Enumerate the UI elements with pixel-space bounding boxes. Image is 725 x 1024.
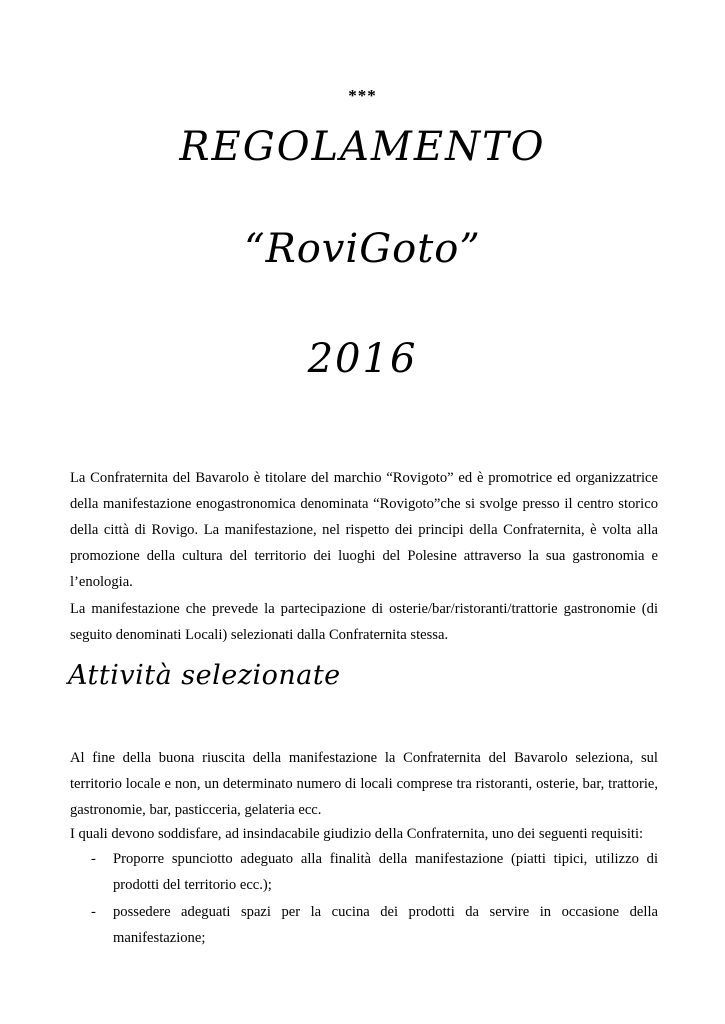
- decorative-stars: ***: [348, 86, 377, 105]
- list-item-text: possedere adeguati spazi per la cucina dei prodotti da servire in occasione della manifestazione;: [113, 904, 658, 946]
- list-item: [70, 899, 658, 951]
- document-title: REGOLAMENTO: [179, 124, 546, 170]
- section-heading: Attività selezionate: [68, 660, 341, 691]
- list-bullet: -: [91, 904, 96, 920]
- list-bullet: -: [91, 851, 96, 867]
- requirements-list: [70, 846, 658, 952]
- section-paragraph-2: I quali devono soddisfare, ad insindacabile giudizio della Confraternita, uno dei seguenti requisiti:: [70, 826, 644, 842]
- event-name: “RoviGoto”: [244, 226, 481, 272]
- list-item: [70, 846, 658, 898]
- event-year: 2016: [307, 336, 418, 382]
- list-item-text: Proporre spunciotto adeguato alla finalità della manifestazione (piatti tipici, utilizzo di prodotti del territorio ecc.);: [113, 851, 658, 893]
- intro-paragraph-2: La manifestazione che prevede la partecipazione di osterie/bar/ristoranti/trattorie gastronomie (di seguito denominati Locali) selezionati dalla Confraternita stessa.: [70, 601, 658, 643]
- intro-paragraph-1: La Confraternita del Bavarolo è titolare del marchio “Rovigoto” ed è promotrice ed organizzatrice della manifestazione enogastronomica denominata “Rovigoto”che si svolge presso il centro storico della città di Rovigo. La manifestazione, nel rispetto dei principi della Confraternita, è volta alla promozione della cultura del territorio dei luoghi del Polesine attraverso la sua gastronomia e l’enologia.: [70, 470, 658, 590]
- section-paragraph-1: Al fine della buona riuscita della manifestazione la Confraternita del Bavarolo seleziona, sul territorio locale e non, un determinato numero di locali comprese tra ristoranti, osterie, bar, trattorie, gastronomie, bar, pasticceria, gelateria ecc.: [70, 750, 658, 818]
